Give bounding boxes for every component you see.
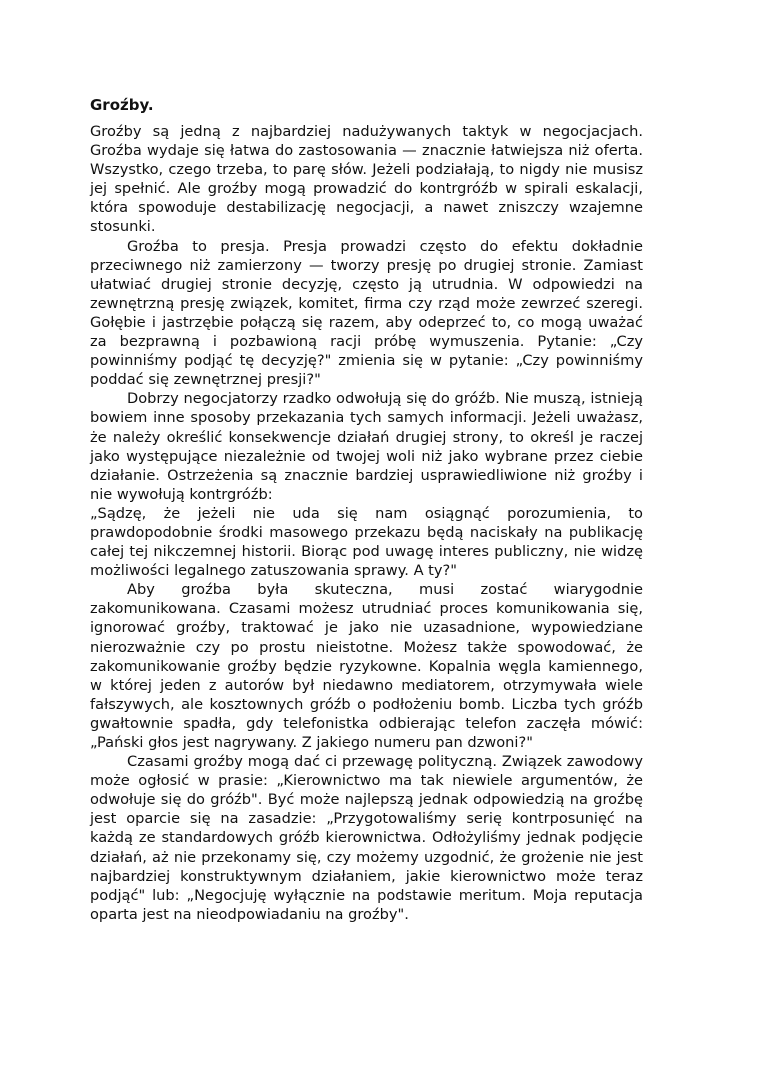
paragraph-warning-quote: „Sądzę, że jeżeli nie uda się nam osiągnąć porozumienia, to prawdopodobnie środki masowego przekazu będą naciskały na publikację całej tej nikczemnej historii. Biorąc pod uwagę interes publiczny, nie widzę możliwości legalnego zatuszowania sprawy. A ty?" [90,504,643,580]
paragraph-intro: Groźby są jedną z najbardziej nadużywanych taktyk w negocjacjach. Groźba wydaje się łatwa do zastosowania — znacznie łatwiejsza niż oferta. Wszystko, czego trzeba, to parę słów. Jeżeli podziałają, to nigdy nie musisz jej spełnić. Ale groźby mogą prowadzić do kontrgróźb w spirali eskalacji, która spowoduje destabilizację negocjacji, a nawet zniszczy wzajemne stosunki. [90,123,643,236]
paragraph-credibility: Aby groźba była skuteczna, musi zostać wiarygodnie zakomunikowana. Czasami możesz utrudniać proces komunikowania się, ignorować groźby, traktować je jako nie uzasadnione, wypowiedziane nierozważnie czy po prostu nieistotne. Możesz także spowodować, że zakomunikowanie groźby będzie ryzykowne. Kopalnia węgla kamiennego, w której jeden z autorów był niedawno mediatorem, otrzymywała wiele fałszywych, ale kosztownych gróźb o podłożeniu bomb. Liczba tych gróźb gwałtownie spadła, gdy telefonistka odbierając telefon zaczęła mówić: „Pański głos jest nagrywany. Z jakiego numeru pan dzwoni?" [90,581,643,751]
paragraph-pressure: Groźba to presja. Presja prowadzi często do efektu dokładnie przeciwnego niż zamierzony — tworzy presję po drugiej stronie. Zamiast ułatwiać drugiej stronie decyzję, często ją utrudnia. W odpowiedzi na zewnętrzną presję związek, komitet, firma czy rząd może zewrzeć szeregi. Gołębie i jastrzębie połączą się razem, aby odeprzeć to, co mogą uważać za bezprawną i pozbawioną racji próbę wymuszenia. Pytanie: „Czy powinniśmy podjąć tę decyzję?" zmienia się w pytanie: „Czy powinniśmy poddać się zewnętrznej presji?" [90,237,643,389]
paragraph-good-negotiators: Dobrzy negocjatorzy rzadko odwołują się do gróźb. Nie muszą, istnieją bowiem inne sposoby przekazania tych samych informacji. Jeżeli uważasz, że należy określić konsekwencje działań drugiej strony, to określ je raczej jako występujące niezależnie od twojej woli niż jako wybrane przez ciebie działanie. Ostrzeżenia są znacznie bardziej usprawiedliwione niż groźby i nie wywołują kontrgróźb: [90,390,643,503]
document-page [90,96,643,924]
document-title: Groźby. [90,96,154,114]
paragraph-political-advantage: Czasami groźby mogą dać ci przewagę polityczną. Związek zawodowy może ogłosić w prasie: „Kierownictwo ma tak niewiele argumentów, że odwołuje się do gróźb". Być może najlepszą jednak odpowiedzią na groźbę jest oparcie się na zasadzie: „Przygotowaliśmy serię kontrposunięć na każdą ze standardowych gróźb kierownictwa. Odłożyliśmy jednak podjęcie działań, aż nie przekonamy się, czy możemy uzgodnić, że grożenie nie jest najbardziej konstruktywnym działaniem, jakie kierownictwo może teraz podjąć" lub: „Negocjuję wyłącznie na podstawie meritum. Moja reputacja oparta jest na nieodpowiadaniu na groźby". [90,753,643,923]
